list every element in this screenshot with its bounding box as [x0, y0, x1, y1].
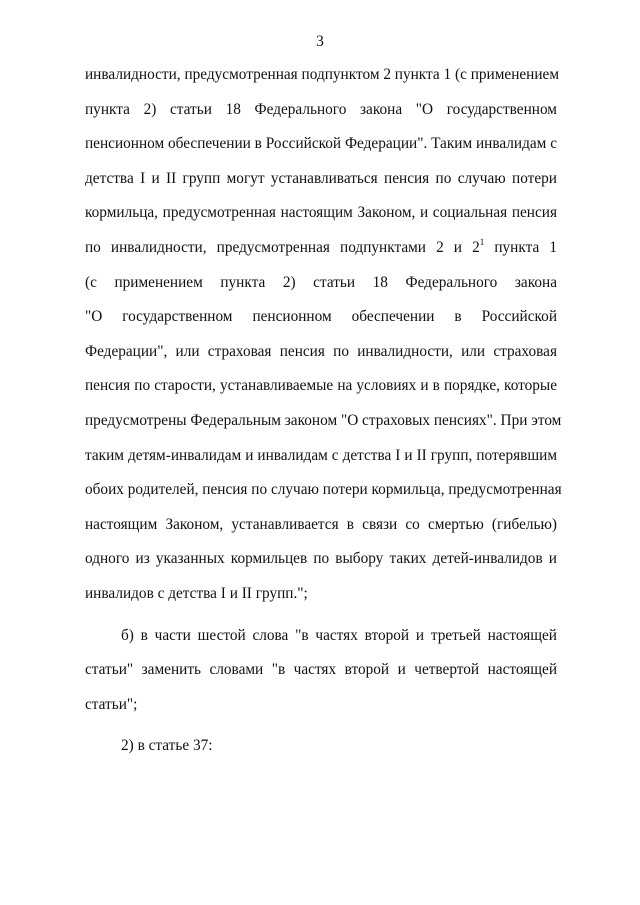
paragraph-gap	[85, 612, 557, 619]
document-body	[85, 58, 562, 764]
superscript: 1	[479, 236, 485, 247]
text-line: пенсионном обеспечении в Российской Федерации". Таким инвалидам с	[85, 135, 557, 153]
text-line: "О государственном пенсионном обеспечении в Российской	[85, 308, 557, 326]
text-line: кормильца, предусмотренная настоящим Законом, и социальная пенсия	[85, 204, 557, 222]
paragraph-amendment-text	[85, 58, 562, 612]
text-line: б) в части шестой слова "в частях второй и третьей настоящей	[121, 626, 557, 644]
paragraph-gap	[85, 722, 557, 729]
text-line: пункта 2) статьи 18 Федерального закона "О государственном	[85, 100, 557, 118]
text-line: обоих родителей, пенсия по случаю потери кормильца, предусмотренная	[85, 481, 562, 499]
text-line: предусмотрены Федеральным законом "О страховых пенсиях". При этом	[85, 411, 562, 429]
text-line: Федерации", или страховая пенсия по инвалидности, или страховая	[85, 342, 557, 360]
text-line: (с применением пункта 2) статьи 18 Федерального закона	[85, 273, 557, 291]
text-line: 2) в статье 37:	[121, 737, 213, 755]
text-line: инвалидности, предусмотренная подпунктом 2 пункта 1 (с применением	[85, 66, 560, 83]
text-line: статьи";	[85, 695, 138, 713]
text-line: инвалидов с детства I и II групп.";	[85, 584, 308, 602]
text-line: настоящим Законом, устанавливается в связи со смертью (гибелью)	[85, 515, 557, 533]
page-number: 3	[316, 33, 324, 50]
text-line: детства I и II групп могут устанавливаться пенсия по случаю потери	[85, 169, 557, 187]
paragraph-item-2	[85, 729, 557, 764]
text-segment: пункта 1	[484, 238, 557, 256]
text-line: одного из указанных кормильцев по выбору таких детей-инвалидов и	[85, 550, 557, 568]
text-line: таким детям-инвалидам и инвалидам с детства I и II групп, потерявшим	[85, 446, 557, 464]
text-line: статьи" заменить словами "в частях второй и четвертой настоящей	[85, 661, 557, 679]
paragraph-subitem-b	[85, 619, 557, 723]
text-segment: по инвалидности, предусмотренная подпунктами 2 и 2	[85, 238, 480, 256]
text-line-with-superscript	[85, 231, 557, 266]
text-line: пенсия по старости, устанавливаемые на условиях и в порядке, которые	[85, 377, 557, 395]
